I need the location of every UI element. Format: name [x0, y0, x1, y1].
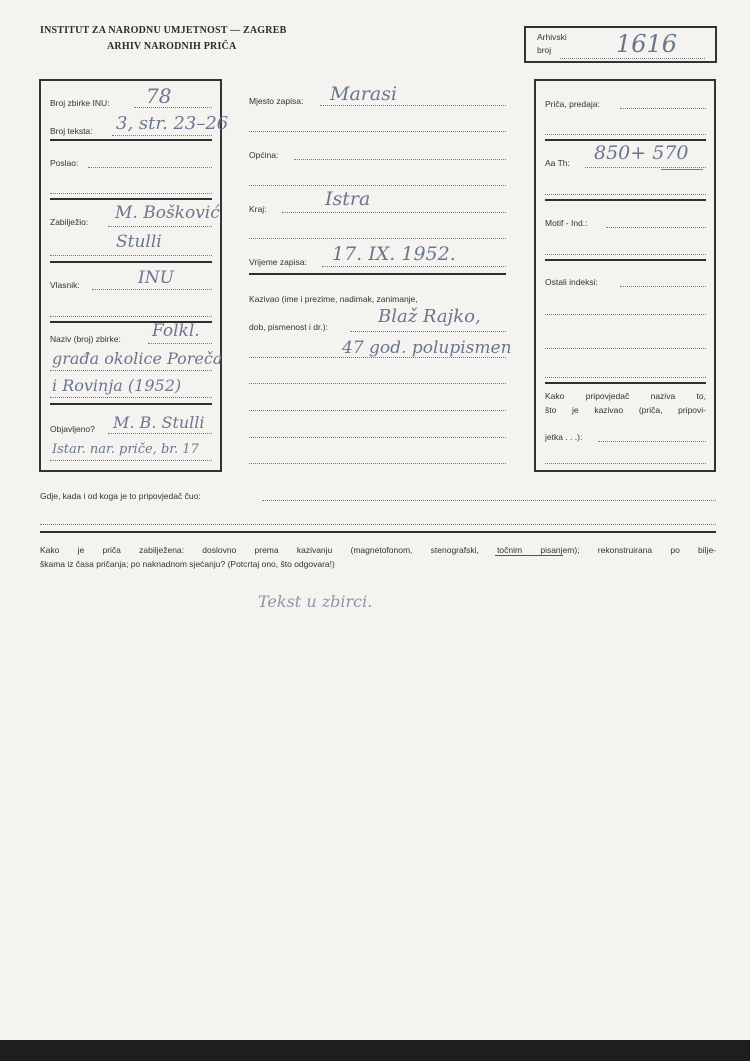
motif-label: Motif - Ind.: — [545, 218, 588, 228]
narrator-value-2: 47 god. polupismen — [342, 338, 512, 358]
aath-value: 850+ 570 — [594, 142, 689, 164]
text-number-label: Broj teksta: — [50, 126, 93, 136]
text-number-value: 3, str. 23–26 — [116, 113, 229, 134]
date-value: 17. IX. 1952. — [332, 243, 456, 265]
institute-title: INSTITUT ZA NARODNU UMJETNOST — ZAGREB — [40, 25, 287, 36]
published-value-1: M. B. Stulli — [113, 413, 205, 432]
region-value: Istra — [325, 188, 371, 210]
archive-number-label-2: broj — [537, 45, 552, 55]
recorded-by-value-1: M. Bošković — [115, 203, 220, 223]
collection-name-value-2: građa okolice Poreča — [52, 349, 223, 368]
collection-number-value: 78 — [146, 84, 172, 108]
narrator-label-1: Kazivao (ime i prezime, nadimak, zanimanje, — [249, 294, 418, 304]
narrator-term-label-1: Kako pripovjedač naziva to, — [545, 391, 706, 401]
narrator-value-1: Blaž Rajko, — [378, 306, 481, 327]
other-indexes-label: Ostali indeksi: — [545, 277, 598, 287]
place-label: Mjesto zapisa: — [249, 96, 304, 106]
collection-name-value-3: i Rovinja (1952) — [52, 376, 182, 395]
recording-method-line-2: škama iz časa pričanja; po naknadnom sjećanju? (Potcrtaj ono, što odgovara!) — [40, 559, 335, 569]
published-label: Objavljeno? — [50, 424, 95, 434]
collection-name-label: Naziv (broj) zbirke: — [50, 334, 121, 344]
narrator-term-label-3: jetka . . .): — [545, 432, 583, 442]
archive-number-line — [560, 58, 705, 59]
date-label: Vrijeme zapisa: — [249, 257, 307, 267]
place-value: Marasi — [330, 83, 398, 105]
recorded-by-label: Zabilježio: — [50, 217, 89, 227]
recorded-by-value-2: Stulli — [116, 232, 162, 252]
story-type-label: Priča, predaja: — [545, 99, 600, 109]
recording-method-line-1: Kako je priča zabilježena: doslovno prema kazivanju (magnetofonom, stenografski, točnim pisanjem); rekonstruirana po bilje- — [40, 545, 716, 555]
owner-label: Vlasnik: — [50, 280, 80, 290]
municipality-label: Općina: — [249, 150, 279, 160]
recording-method-underline — [495, 555, 563, 556]
archive-number-label-1: Arhivski — [537, 32, 567, 42]
archive-number-value: 1616 — [616, 30, 678, 58]
collection-name-value-1: Folkl. — [152, 321, 200, 341]
collection-number-label: Broj zbirke INU: — [50, 98, 110, 108]
scan-bottom-edge — [0, 1040, 750, 1061]
aath-label: Aa Th: — [545, 158, 570, 168]
published-value-2: Istar. nar. priče, br. 17 — [52, 442, 199, 457]
owner-value: INU — [138, 268, 174, 288]
handwritten-note: Tekst u zbirci. — [258, 592, 373, 611]
archive-title: ARHIV NARODNIH PRIČA — [107, 41, 237, 52]
aath-red-underline — [661, 169, 703, 170]
narrator-label-2: dob, pismenost i dr.): — [249, 322, 328, 332]
narrator-term-label-2: što je kazivao (priča, pripovi- — [545, 405, 706, 415]
source-label: Gdje, kada i od koga je to pripovjedač čuo: — [40, 491, 201, 501]
sent-by-label: Poslao: — [50, 158, 79, 168]
region-label: Kraj: — [249, 204, 267, 214]
